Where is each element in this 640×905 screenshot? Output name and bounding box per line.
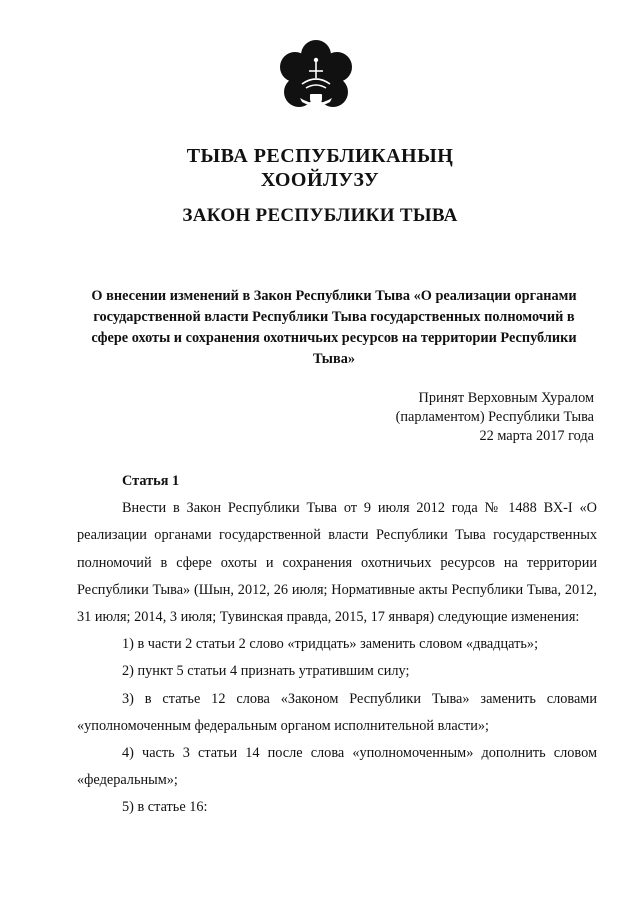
tuva-emblem-icon — [276, 38, 356, 118]
law-title: О внесении изменений в Закон Республики Тыва «О реализации органами государственной власти Республики Тыва государственных полномочий в сфере охоты и сохранения охотничьих ресурсов на территории Республики Тыва» — [91, 288, 577, 367]
adoption-block — [294, 389, 594, 446]
document-body — [77, 468, 597, 822]
header-line-2: ХООЙЛУЗУ — [260, 169, 380, 191]
law-heading: ЗАКОН РЕСПУБЛИКИ ТЫВА — [182, 205, 458, 226]
list-item: 3) в статье 12 слова «Законом Республики Тыва» заменить словами «уполномоченным федеральным органом исполнительной власти»; — [77, 690, 597, 734]
list-item: 4) часть 3 статьи 14 после слова «уполномоченным» дополнить словом «федеральным»; — [77, 745, 597, 789]
header-line-1: ТЫВА РЕСПУБЛИКАНЫҢ — [186, 145, 454, 167]
article-intro: Внести в Закон Республики Тыва от 9 июля 2012 года № 1488 ВХ-I «О реализации органами государственной власти Республики Тыва государственных полномочий в сфере охоты и сохранения охотничьих ресурсов на территории Республики Тыва» (Шын, 2012, 26 июля; Нормативные акты Республики Тыва, 2012, 31 июля; 2014, 3 июля; Тувинская правда, 2015, 17 января) следующие изменения: — [77, 500, 597, 626]
article-heading: Статья 1 — [122, 473, 180, 489]
adoption-line-2: (парламентом) Республики Тыва — [395, 409, 594, 425]
adoption-date: 22 марта 2017 года — [479, 428, 594, 444]
list-item: 1) в части 2 статьи 2 слово «тридцать» заменить словом «двадцать»; — [122, 636, 539, 653]
emblem — [276, 38, 356, 118]
list-item: 2) пункт 5 статьи 4 признать утратившим силу; — [122, 663, 410, 680]
list-item: 5) в статье 16: — [122, 799, 208, 816]
adoption-line-1: Принят Верховным Хуралом — [418, 390, 594, 406]
